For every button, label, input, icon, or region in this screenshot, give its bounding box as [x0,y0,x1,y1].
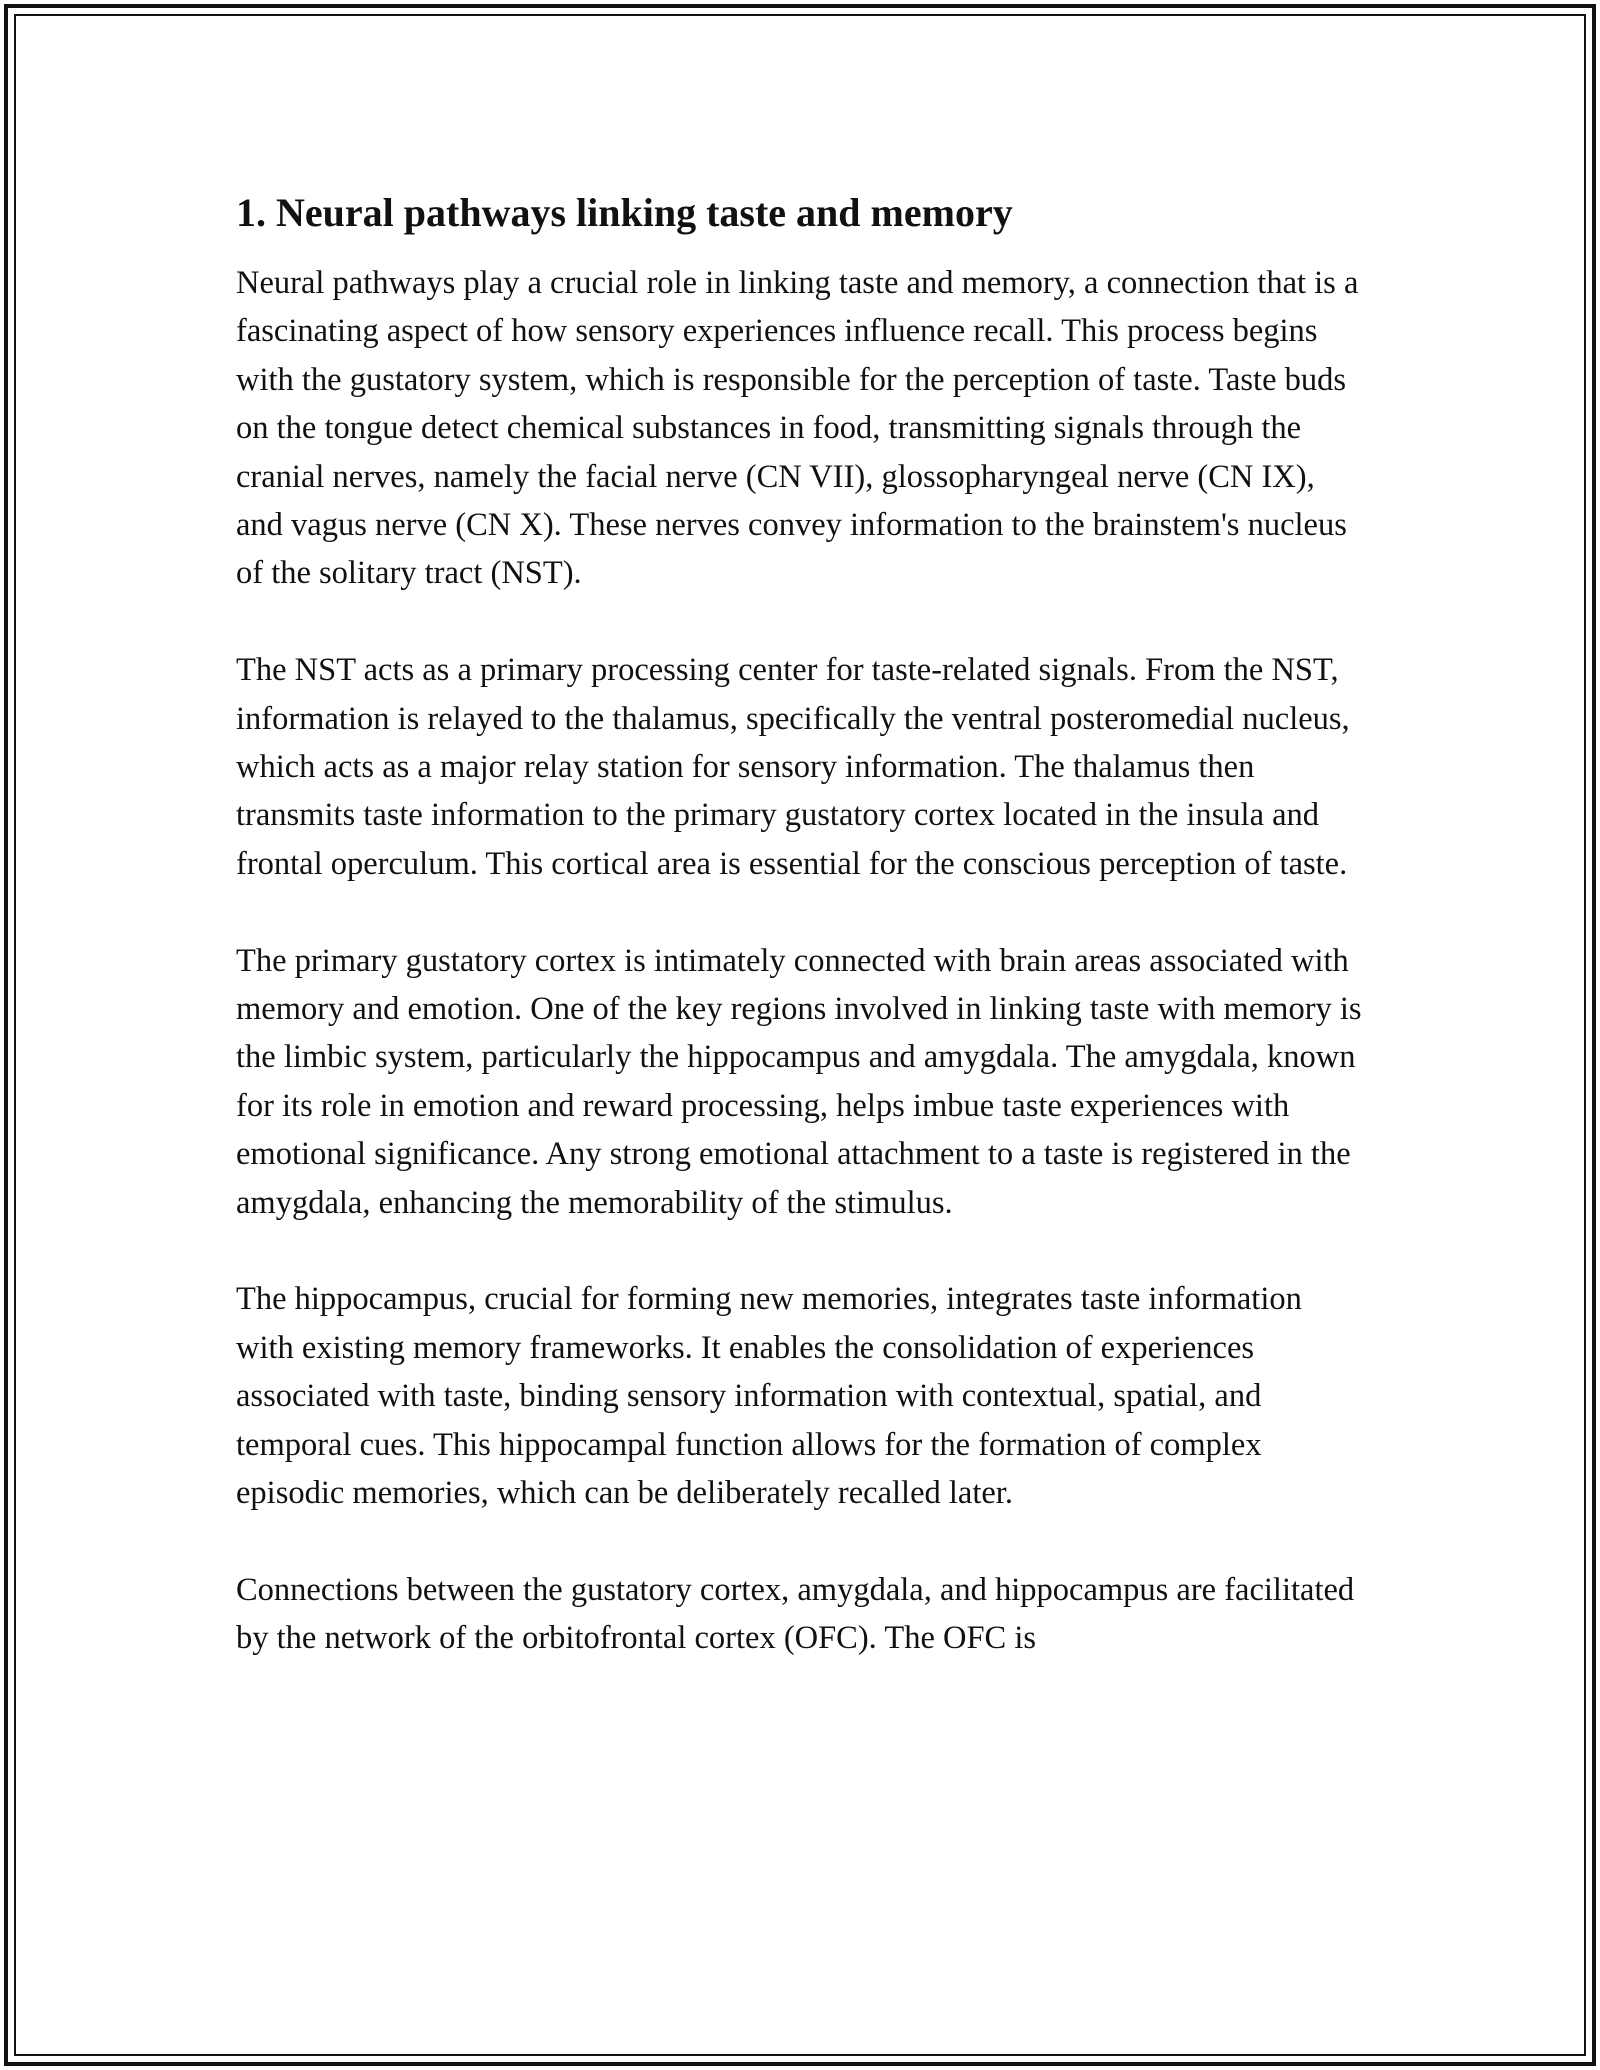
section-text [236,259,1366,1663]
paragraph: The primary gustatory cortex is intimately connected with brain areas associated with memory and emotion. One of the key regions involved in linking taste with memory is the limbic system, particularly the hippocampus and amygdala. The amygdala, known for its role in emotion and reward processing, helps imbue taste experiences with emotional significance. Any strong emotional attachment to a taste is registered in the amygdala, enhancing the memorability of the stimulus. [236,942,1362,1221]
paragraph: Neural pathways play a crucial role in linking taste and memory, a connection that is a fascinating aspect of how sensory experiences influence recall. This process begins with the gustatory system, which is responsible for the perception of taste. Taste buds on the tongue detect chemical substances in food, transmitting signals through the cranial nerves, namely the facial nerve (CN VII), glossopharyngeal nerve (CN IX), and vagus nerve (CN X). These nerves convey information to the brainstem's nucleus of the solitary tract (NST). [236,265,1359,592]
section-heading: 1. Neural pathways linking taste and memory [236,190,1013,235]
document-body [236,185,1366,1663]
paragraph: Connections between the gustatory cortex, amygdala, and hippocampus are facilitated by the network of the orbitofrontal cortex (OFC). The OFC is [236,1571,1355,1657]
paragraph: The NST acts as a primary processing center for taste-related signals. From the NST, information is relayed to the thalamus, specifically the ventral posteromedial nucleus, which acts as a major relay station for sensory information. The thalamus then transmits taste information to the primary gustatory cortex located in the insula and frontal operculum. This cortical area is essential for the conscious perception of taste. [236,652,1350,882]
paragraph: The hippocampus, crucial for forming new memories, integrates taste information with existing memory frameworks. It enables the consolidation of experiences associated with taste, binding sensory information with contextual, spatial, and temporal cues. This hippocampal function allows for the formation of complex episodic memories, which can be deliberately recalled later. [236,1281,1302,1512]
